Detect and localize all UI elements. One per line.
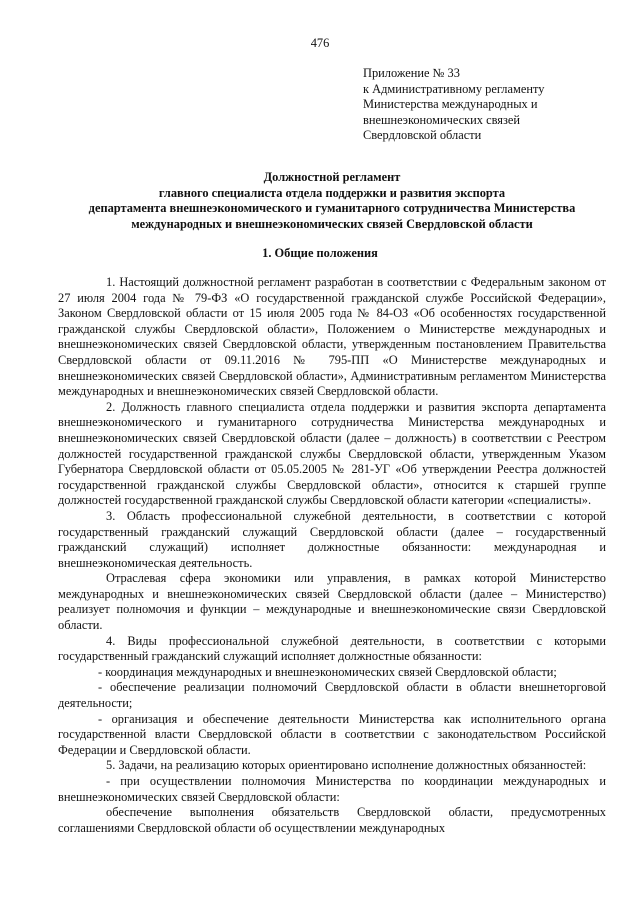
paragraph-sector: Отраслевая сфера экономики или управления, в рамках которой Министерство международных и внешнеэкономических связей Свердловской области (далее – Министерство) реализует полномочия и функции – международные и внешнеэкономические связи Свердловской области. [58, 571, 606, 633]
section-heading: 1. Общие положения [262, 246, 378, 260]
document-body [58, 275, 606, 836]
list-item: - при осуществлении полномочия Министерства по координации международных и внешнеэкономических связей Свердловской области: [58, 774, 606, 804]
title-line: международных и внешнеэкономических связей Свердловской области [131, 216, 533, 231]
paragraph-3: 3. Область профессиональной служебной деятельности, в соответствии с которой государственный гражданский служащий Свердловской области (далее – государственный гражданский служащий) исполняет должностные обязанности: международная и внешнеэкономическая деятельность. [58, 508, 606, 570]
appendix-line: внешнеэкономических связей [363, 112, 521, 127]
appendix-line: Свердловской области [363, 128, 482, 143]
title-line: главного специалиста отдела поддержки и развития экспорта [158, 185, 506, 200]
document-title [58, 170, 606, 232]
paragraph-4: 4. Виды профессиональной служебной деятельности, в соответствии с которыми государственный гражданский служащий исполняет должностные обязанности: [58, 633, 606, 664]
title-line: Должностной регламент [263, 170, 401, 184]
list-item: - организация и обеспечение деятельности Министерства как исполнительного органа государственной власти Свердловской области в соответствии с законодательством Российской Федерации и Свердловской области. [58, 711, 606, 757]
appendix-line: Приложение № 33 [363, 66, 460, 80]
title-line: департамента внешнеэкономического и гуманитарного сотрудничества Министерства [88, 201, 576, 216]
paragraph-1: 1. Настоящий должностной регламент разработан в соответствии с Федеральным законом от 27 июля 2004 года № 79-ФЗ «О государственной гражданской службе Российской Федерации», Законом Свердловской области от 15 июля 2005 года № 84-ОЗ «Об особенностях государственной гражданской службы Свердловской области», Положением о Министерстве международных и внешнеэкономических связей Свердловской области, утвержденным постановлением Правительства Свердловской области от 09.11.2016 № 795-ПП «О Министерстве международных и внешнеэкономических связей Свердловской области», Административным регламентом Министерства международных и внешнеэкономических связей Свердловской области. [58, 275, 606, 399]
appendix-line: к Административному регламенту [363, 81, 545, 96]
appendix-note [363, 66, 623, 144]
paragraph-5: 5. Задачи, на реализацию которых ориентировано исполнение должностных обязанностей: [106, 758, 587, 773]
page-number: 476 [310, 36, 330, 50]
paragraph-continued: обеспечение выполнения обязательств Свердловской области, предусмотренных соглашениями Свердловской области об осуществлении международных [58, 805, 606, 835]
paragraph-2: 2. Должность главного специалиста отдела поддержки и развития экспорта департамента внешнеэкономического и гуманитарного сотрудничества Министерства международных и внешнеэкономических связей Свердловской области (далее – должность) в соответствии с Реестром должностей государственной гражданской службы Свердловской области, утвержденным Указом Губернатора Свердловской области от 05.05.2005 № 281-УГ «Об утверждении Реестра должностей государственной гражданской службы Свердловской области», относится к старшей группе должностей государственной гражданской службы Свердловской области категории «специалисты». [58, 399, 606, 508]
appendix-line: Министерства международных и [363, 97, 538, 112]
list-item: - координация международных и внешнеэкономических связей Свердловской области; [98, 664, 557, 679]
list-item: - обеспечение реализации полномочий Свердловской области в области внешнеторговой деятельности; [58, 680, 606, 711]
